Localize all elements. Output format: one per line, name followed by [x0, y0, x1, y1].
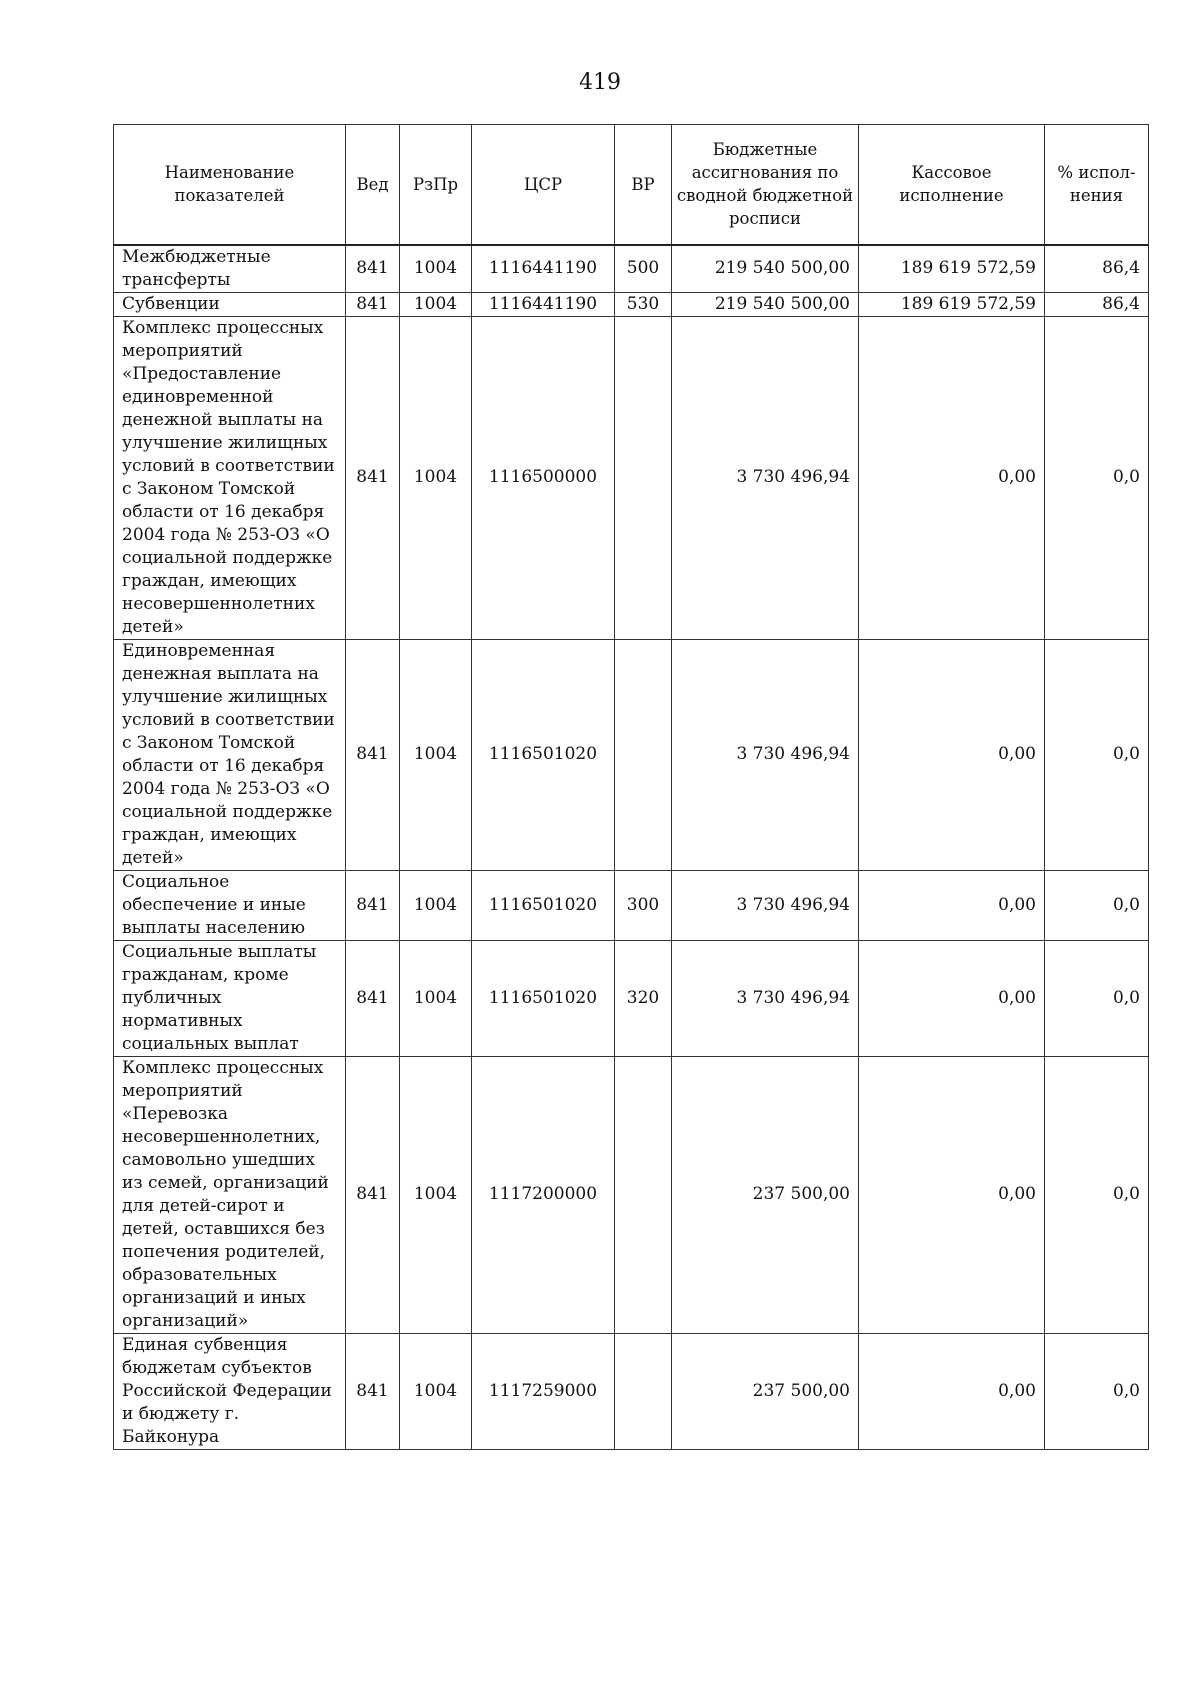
- table-row: [114, 1056, 1149, 1333]
- row-rzpr: 1004: [400, 292, 472, 316]
- row-assignments: 3 730 496,94: [672, 870, 859, 940]
- row-percent: 86,4: [1045, 245, 1149, 293]
- row-name: Межбюджетные трансферты: [114, 245, 346, 293]
- row-execution: 0,00: [859, 316, 1045, 639]
- row-execution: 0,00: [859, 1056, 1045, 1333]
- row-percent: 0,0: [1045, 316, 1149, 639]
- row-percent: 0,0: [1045, 1056, 1149, 1333]
- row-rzpr: 1004: [400, 639, 472, 870]
- row-assignments: 219 540 500,00: [672, 245, 859, 293]
- row-execution: 189 619 572,59: [859, 245, 1045, 293]
- page-number: 419: [579, 70, 621, 95]
- row-ved: 841: [346, 639, 400, 870]
- row-assignments: 3 730 496,94: [672, 639, 859, 870]
- row-percent: 86,4: [1045, 292, 1149, 316]
- budget-table: [113, 124, 1149, 1450]
- row-vr: [615, 1333, 672, 1449]
- table-row: [114, 292, 1149, 316]
- row-csr: 1116501020: [472, 870, 615, 940]
- row-ved: 841: [346, 316, 400, 639]
- row-name: Социальное обеспечение и иные выплаты населению: [114, 870, 346, 940]
- row-percent: 0,0: [1045, 1333, 1149, 1449]
- row-vr: [615, 1056, 672, 1333]
- row-execution: 0,00: [859, 870, 1045, 940]
- row-ved: 841: [346, 292, 400, 316]
- header-name: Наименование показателей: [114, 125, 346, 245]
- row-execution: 0,00: [859, 940, 1045, 1056]
- header-percent: % испол-нения: [1045, 125, 1149, 245]
- row-name: Социальные выплаты гражданам, кроме публичных нормативных социальных выплат: [114, 940, 346, 1056]
- row-ved: 841: [346, 1333, 400, 1449]
- row-percent: 0,0: [1045, 870, 1149, 940]
- row-vr: [615, 639, 672, 870]
- row-name: Комплекс процессных мероприятий «Предоставление единовременной денежной выплаты на улучшение жилищных условий в соответствии с Законом Томской области от 16 декабря 2004 года № 253-ОЗ «О социальной поддержке граждан, имеющих несовершеннолетних детей»: [114, 316, 346, 639]
- header-vr: ВР: [615, 125, 672, 245]
- row-percent: 0,0: [1045, 639, 1149, 870]
- row-execution: 189 619 572,59: [859, 292, 1045, 316]
- row-assignments: 3 730 496,94: [672, 316, 859, 639]
- row-ved: 841: [346, 940, 400, 1056]
- table-header-row: [114, 125, 1149, 245]
- row-percent: 0,0: [1045, 940, 1149, 1056]
- table-row: [114, 316, 1149, 639]
- row-execution: 0,00: [859, 1333, 1045, 1449]
- row-rzpr: 1004: [400, 870, 472, 940]
- row-rzpr: 1004: [400, 316, 472, 639]
- row-csr: 1117200000: [472, 1056, 615, 1333]
- row-csr: 1117259000: [472, 1333, 615, 1449]
- row-assignments: 3 730 496,94: [672, 940, 859, 1056]
- header-rzpr: РзПр: [400, 125, 472, 245]
- row-ved: 841: [346, 245, 400, 293]
- row-rzpr: 1004: [400, 1333, 472, 1449]
- row-vr: [615, 316, 672, 639]
- row-vr: 300: [615, 870, 672, 940]
- header-assignments: Бюджетные ассигнования по сводной бюджетной росписи: [672, 125, 859, 245]
- header-csr: ЦСР: [472, 125, 615, 245]
- row-rzpr: 1004: [400, 1056, 472, 1333]
- row-csr: 1116501020: [472, 940, 615, 1056]
- row-name: Комплекс процессных мероприятий «Перевозка несовершеннолетних, самовольно ушедших из семей, организаций для детей-сирот и детей, оставшихся без попечения родителей, образовательных организаций и иных организаций»: [114, 1056, 346, 1333]
- row-assignments: 237 500,00: [672, 1056, 859, 1333]
- row-rzpr: 1004: [400, 940, 472, 1056]
- row-name: Субвенции: [114, 292, 346, 316]
- table-row: [114, 870, 1149, 940]
- table-row: [114, 639, 1149, 870]
- row-vr: 500: [615, 245, 672, 293]
- row-name: Единовременная денежная выплата на улучшение жилищных условий в соответствии с Законом Томской области от 16 декабря 2004 года № 253-ОЗ «О социальной поддержке граждан, имеющих детей»: [114, 639, 346, 870]
- row-assignments: 237 500,00: [672, 1333, 859, 1449]
- row-rzpr: 1004: [400, 245, 472, 293]
- row-assignments: 219 540 500,00: [672, 292, 859, 316]
- table-row: [114, 245, 1149, 293]
- row-ved: 841: [346, 870, 400, 940]
- row-vr: 320: [615, 940, 672, 1056]
- row-ved: 841: [346, 1056, 400, 1333]
- row-csr: 1116441190: [472, 245, 615, 293]
- row-csr: 1116501020: [472, 639, 615, 870]
- header-execution: Кассовое исполнение: [859, 125, 1045, 245]
- row-csr: 1116500000: [472, 316, 615, 639]
- row-csr: 1116441190: [472, 292, 615, 316]
- table-row: [114, 940, 1149, 1056]
- table-row: [114, 1333, 1149, 1449]
- row-name: Единая субвенция бюджетам субъектов Российской Федерации и бюджету г. Байконура: [114, 1333, 346, 1449]
- row-execution: 0,00: [859, 639, 1045, 870]
- row-vr: 530: [615, 292, 672, 316]
- header-ved: Вед: [346, 125, 400, 245]
